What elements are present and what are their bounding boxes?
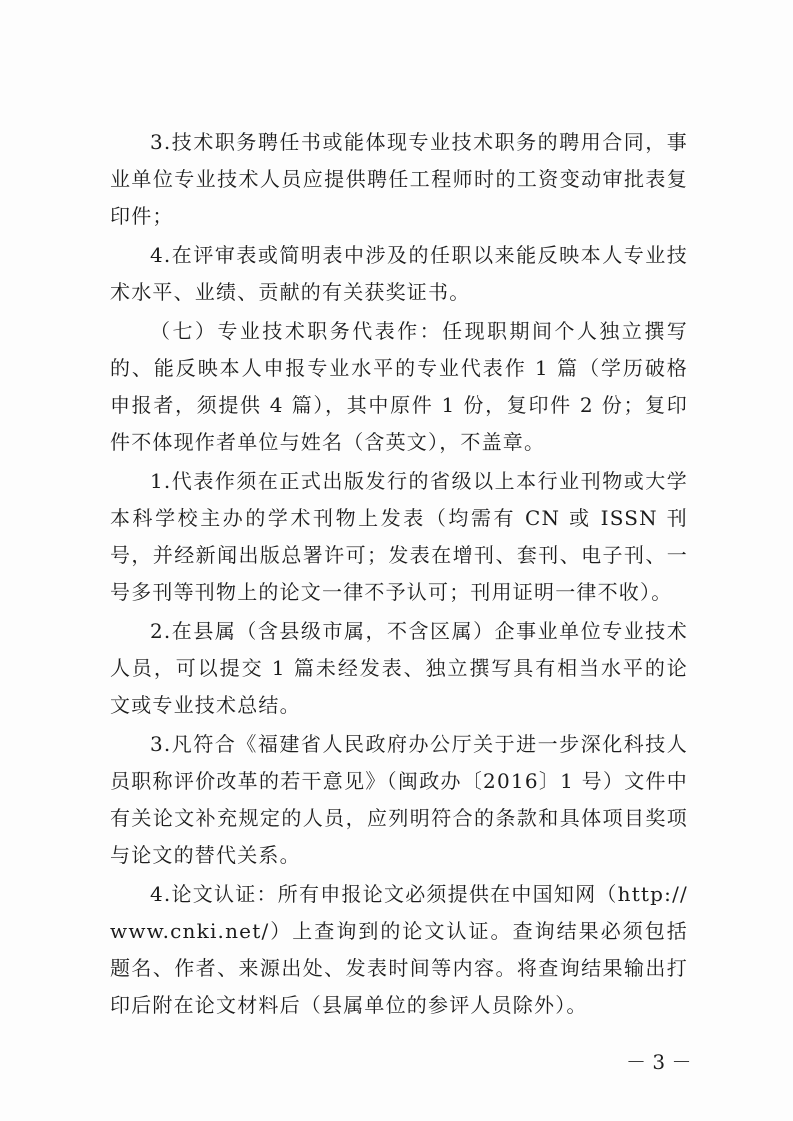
paragraph-item-3-appointment: 3.技术职务聘任书或能体现专业技术职务的聘用合同，事业单位专业技术人员应提供聘任工程师时的工资变动审批表复印件； xyxy=(110,130,688,228)
document-body xyxy=(110,124,688,1026)
paragraph-item-3-supplement: 3.凡符合《福建省人民政府办公厅关于进一步深化科技人员职称评价改革的若干意见》（闽政办〔2016〕1 号）文件中有关论文补充规定的人员，应列明符合的条款和具体项目奖项与论文的替代关系。 xyxy=(110,732,688,867)
page-number: － 3 － xyxy=(626,1050,692,1074)
paragraph-item-1-publication: 1.代表作须在正式出版发行的省级以上本行业刊物或大学本科学校主办的学术刊物上发表（均需有 CN 或 ISSN 刊号，并经新闻出版总署许可；发表在增刊、套刊、电子刊、一号多刊等刊物上的论文一律不予认可；刊用证明一律不收）。 xyxy=(110,469,688,604)
paragraph-section-7-representative-work: （七）专业技术职务代表作：任现职期间个人独立撰写的、能反映本人申报专业水平的专业代表作 1 篇（学历破格申报者，须提供 4 篇），其中原件 1 份，复印件 2 份；复印件不体现作者单位与姓名（含英文），不盖章。 xyxy=(110,319,688,454)
paragraph-item-4-awards: 4.在评审表或简明表中涉及的任职以来能反映本人专业技术水平、业绩、贡献的有关获奖证书。 xyxy=(110,243,688,304)
paragraph-item-2-county-units: 2.在县属（含县级市属，不含区属）企事业单位专业技术人员，可以提交 1 篇未经发表、独立撰写具有相当水平的论文或专业技术总结。 xyxy=(110,619,688,717)
paragraph-item-4-certification: 4.论文认证：所有申报论文必须提供在中国知网（http://www.cnki.net/）上查询到的论文认证。查询结果必须包括题名、作者、来源出处、发表时间等内容。将查询结果输出打印后附在论文材料后（县属单位的参评人员除外）。 xyxy=(110,882,688,1017)
